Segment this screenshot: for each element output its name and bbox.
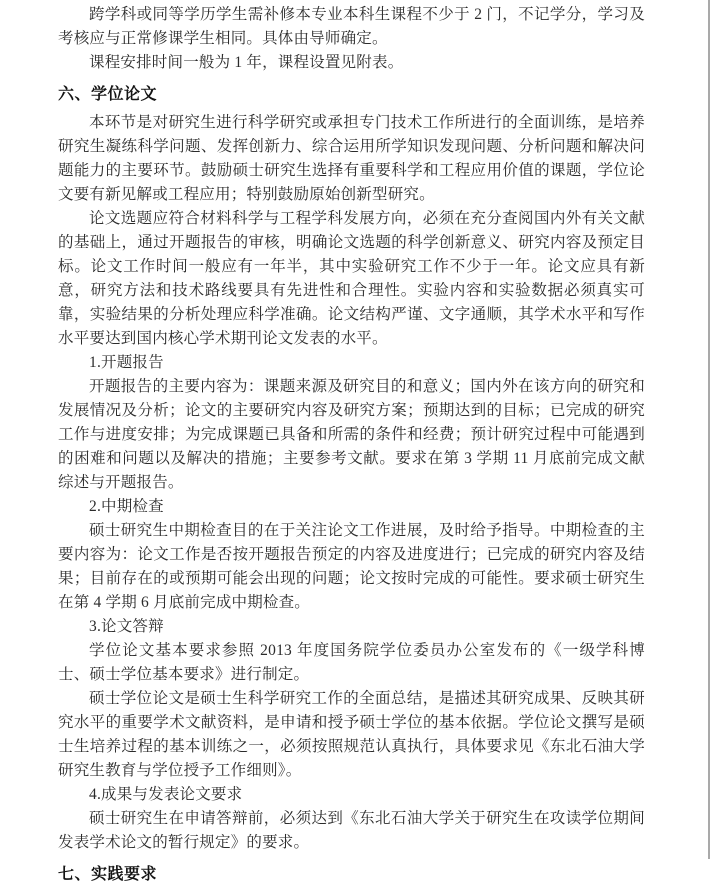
subheading-proposal-report: 1.开题报告 <box>89 354 164 371</box>
paragraph-course-schedule: 课程安排时间一般为 1 年，课程设置见附表。 <box>89 54 404 71</box>
subheading-publication-requirements: 4.成果与发表论文要求 <box>89 786 243 803</box>
subheading-midterm-check: 2.中期检查 <box>89 498 164 515</box>
paragraph-defense-basis: 学位论文基本要求参照 2013 年度国务院学位委员办公室发布的《一级学科博士、硕士学位基本要求》进行制定。 <box>58 642 645 683</box>
page-edge-line <box>708 0 710 859</box>
paragraph-thesis-writing: 硕士学位论文是硕士生科学研究工作的全面总结，是描述其研究成果、反映其研究水平的重要学术文献资料，是申请和授予硕士学位的基本依据。学位论文撰写是硕士生培养过程的基本训练之一，必须按照规范认真执行，具体要求见《东北石油大学研究生教育与学位授予工作细则》。 <box>58 690 645 779</box>
subheading-thesis-defense: 3.论文答辩 <box>89 618 164 635</box>
paragraph-thesis-overview: 本环节是对研究生进行科学研究或承担专门技术工作所进行的全面训练，是培养研究生凝练科学问题、发挥创新力、综合运用所学知识发现问题、分析问题和解决问题能力的主要环节。鼓励硕士研究生选择有重要科学和工程应用价值的课题，学位论文要有新见解或工程应用；特别鼓励原始创新型研究。 <box>58 114 645 203</box>
paragraph-publication-content: 硕士研究生在申请答辩前，必须达到《东北石油大学关于研究生在攻读学位期间发表学术论文的暂行规定》的要求。 <box>58 810 645 851</box>
paragraph-proposal-content: 开题报告的主要内容为：课题来源及研究目的和意义；国内外在该方向的研究和发展情况及分析；论文的主要研究内容及研究方案；预期达到的目标；已完成的研究工作与进度安排；为完成课题已具备和所需的条件和经费；预计研究过程中可能遇到的困难和问题以及解决的措施；主要参考文献。要求在第 3 学期 11 月底前完成文献综述与开题报告。 <box>58 378 645 491</box>
paragraph-makeup-courses: 跨学科或同等学历学生需补修本专业本科生课程不少于 2 门，不记学分，学习及考核应与正常修课学生相同。具体由导师确定。 <box>58 6 645 47</box>
section-heading-practice: 七、实践要求 <box>58 866 158 883</box>
paragraph-midterm-content: 硕士研究生中期检查目的在于关注论文工作进展，及时给予指导。中期检查的主要内容为：论文工作是否按开题报告预定的内容及进度进行；已完成的研究内容及结果；目前存在的或预期可能会出现的问题；论文按时完成的可能性。要求硕士研究生在第 4 学期 6 月底前完成中期检查。 <box>58 522 645 611</box>
paragraph-topic-selection: 论文选题应符合材料科学与工程学科发展方向，必须在充分查阅国内外有关文献的基础上，通过开题报告的审核，明确论文选题的科学创新意义、研究内容及预定目标。论文工作时间一般应有一年半，其中实验研究工作不少于一年。论文应具有新意，研究方法和技术路线要具有先进性和合理性。实验内容和实验数据必须真实可靠，实验结果的分析处理应科学准确。论文结构严谨、文字通顺，其学术水平和写作水平要达到国内核心学术期刊论文发表的水平。 <box>58 210 645 347</box>
section-heading-degree-thesis: 六、学位论文 <box>58 86 158 103</box>
